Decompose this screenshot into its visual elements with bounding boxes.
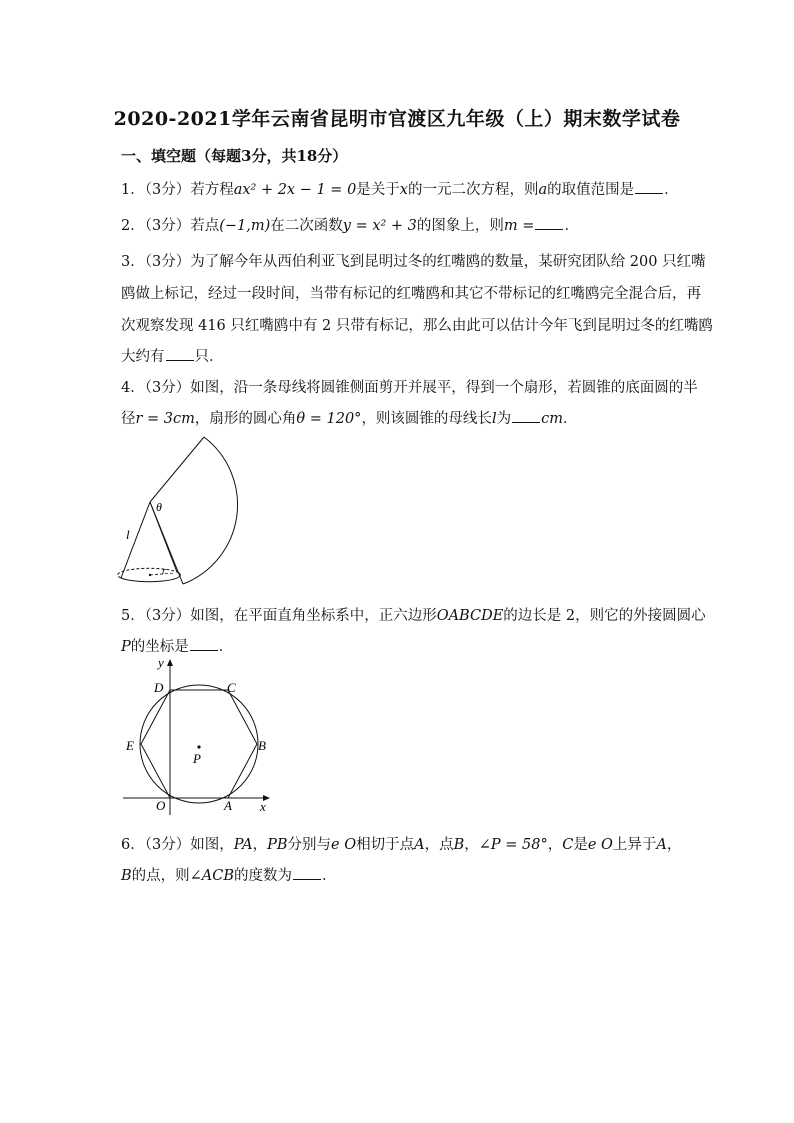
q2-text: 2．（3分）若点 — [121, 218, 220, 234]
q4-var: l — [491, 411, 497, 427]
q6-text: 6．（3分）如图， — [121, 837, 234, 853]
q4-radius: r = 3cm — [135, 411, 195, 427]
x-axis-label: x — [260, 799, 266, 814]
q5-text: 的坐标是 — [130, 639, 189, 655]
question-1 — [121, 178, 679, 199]
circumcircle — [140, 685, 258, 803]
q6-text: ， — [252, 837, 268, 853]
question-2 — [121, 214, 579, 235]
question-5-line-1 — [121, 604, 706, 625]
q6-var: PA — [233, 837, 253, 853]
radius-label: r — [162, 566, 166, 577]
q2-equation: y = x² + 3 — [342, 218, 417, 234]
q1-equation: ax² + 2x − 1 = 0 — [233, 182, 357, 198]
q6-var: PB — [267, 837, 288, 853]
answer-blank[interactable] — [535, 215, 563, 230]
q3-text: 大约有 — [121, 349, 165, 365]
answer-blank[interactable] — [190, 636, 218, 651]
q4-text: ． — [562, 411, 578, 427]
vertex-label-c: C — [227, 680, 236, 695]
question-3-line-4 — [121, 345, 224, 366]
question-5-line-2 — [121, 635, 233, 656]
q6-var: C — [562, 837, 574, 853]
q1-var: x — [399, 182, 408, 198]
q4-text: 为 — [496, 411, 512, 427]
question-6-line-2 — [121, 864, 337, 885]
q1-text: 是关于 — [356, 182, 400, 198]
q6-text: ， — [666, 837, 682, 853]
q6-text: 的度数为 — [234, 868, 293, 884]
q6-text: 上异于 — [612, 837, 657, 853]
q6-text: 相切于点 — [356, 837, 415, 853]
question-3-line-3: 次观察发现 416 只红嘴鸥中有 2 只带有标记，那么由此可以估计今年飞到昆明过冬的红嘴鸥 — [121, 318, 713, 334]
question-3-line-1: 3．（3分）为了解今年从西伯利亚飞到昆明过冬的红嘴鸥的数量，某研究团队给 200 只红嘴 — [121, 254, 706, 270]
vertex-label-e: E — [126, 738, 134, 753]
section-heading: 一、填空题（每题3分，共18分） — [121, 147, 348, 165]
answer-blank[interactable] — [293, 865, 321, 880]
question-3-line-2: 鸥做上标记，经过一段时间，当带有标记的红嘴鸥和其它不带标记的红嘴鸥完全混合后，再 — [121, 286, 701, 302]
q2-point: (−1,m) — [219, 218, 271, 234]
cone-base-center — [149, 574, 151, 576]
q5-var: P — [121, 639, 131, 655]
q6-angle: ∠ACB — [189, 868, 235, 884]
q1-text: 的取值范围是 — [547, 182, 635, 198]
q6-text: 分别与 — [287, 837, 332, 853]
vertex-label-a: A — [224, 798, 232, 813]
question-4-line-1: 4．（3分）如图，沿一条母线将圆锥侧面剪开并展平，得到一个扇形，若圆锥的底面圆的半 — [121, 380, 698, 396]
q5-hexagon: OABCDE — [436, 608, 504, 624]
q5-text: ． — [218, 639, 234, 655]
answer-blank[interactable] — [512, 408, 540, 423]
q5-text: 的边长是 2，则它的外接圆圆心 — [503, 608, 706, 624]
y-axis-label: y — [158, 655, 164, 670]
q6-text: ． — [322, 868, 337, 884]
theta-label: θ — [156, 500, 162, 514]
cone-base-back — [118, 568, 177, 578]
q3-text: 只． — [194, 349, 224, 365]
answer-blank[interactable] — [635, 179, 663, 194]
hexagon-figure — [118, 655, 278, 817]
q4-unit: cm — [541, 411, 563, 427]
q4-text: 径 — [121, 411, 136, 427]
q2-text: 的图象上，则 — [416, 218, 504, 234]
q6-var: A — [414, 837, 425, 853]
q6-var: B — [121, 868, 132, 884]
q6-text: 是 — [573, 837, 588, 853]
center-label-p: P — [193, 751, 201, 766]
q1-var: a — [538, 182, 548, 198]
q6-circle: e O — [587, 837, 613, 853]
question-4-line-2 — [121, 407, 577, 428]
vertex-label-b: B — [258, 738, 266, 753]
q6-text: ， — [464, 837, 479, 853]
center-point — [197, 745, 200, 748]
q6-angle: ∠P = 58° — [478, 837, 548, 853]
vertex-label-d: D — [154, 680, 164, 695]
q6-circle: e O — [331, 837, 357, 853]
sector-radius-line — [150, 437, 204, 502]
q1-text: 的一元二次方程，则 — [407, 182, 539, 198]
question-6-line-1 — [121, 833, 681, 854]
q2-var: m = — [503, 218, 535, 234]
y-axis-arrow — [167, 659, 173, 666]
page-title: 2020-2021学年云南省昆明市官渡区九年级（上）期末数学试卷 — [113, 108, 681, 130]
q2-text: 在二次函数 — [270, 218, 343, 234]
answer-blank[interactable] — [166, 346, 194, 361]
q6-var: A — [656, 837, 667, 853]
q6-text: ，点 — [424, 837, 454, 853]
cone-sector-figure — [110, 432, 250, 592]
q6-text: 的点，则 — [131, 868, 190, 884]
slant-label: l — [126, 527, 130, 542]
cone-slant-line — [150, 502, 177, 572]
q5-text: 5．（3分）如图，在平面直角坐标系中，正六边形 — [121, 608, 437, 624]
q2-text: ． — [564, 218, 579, 234]
q4-text: ，扇形的圆心角 — [194, 411, 297, 427]
q6-var: B — [453, 837, 465, 853]
q1-text: 1．（3分）若方程 — [121, 182, 234, 198]
sector-arc — [183, 437, 238, 584]
q6-text: ， — [547, 837, 563, 853]
origin-label-o: O — [156, 798, 166, 813]
q4-angle: θ = 120° — [296, 411, 362, 427]
q4-text: ，则该圆锥的母线长 — [361, 411, 492, 427]
regular-hexagon — [141, 690, 257, 798]
q1-text: ． — [664, 182, 679, 198]
